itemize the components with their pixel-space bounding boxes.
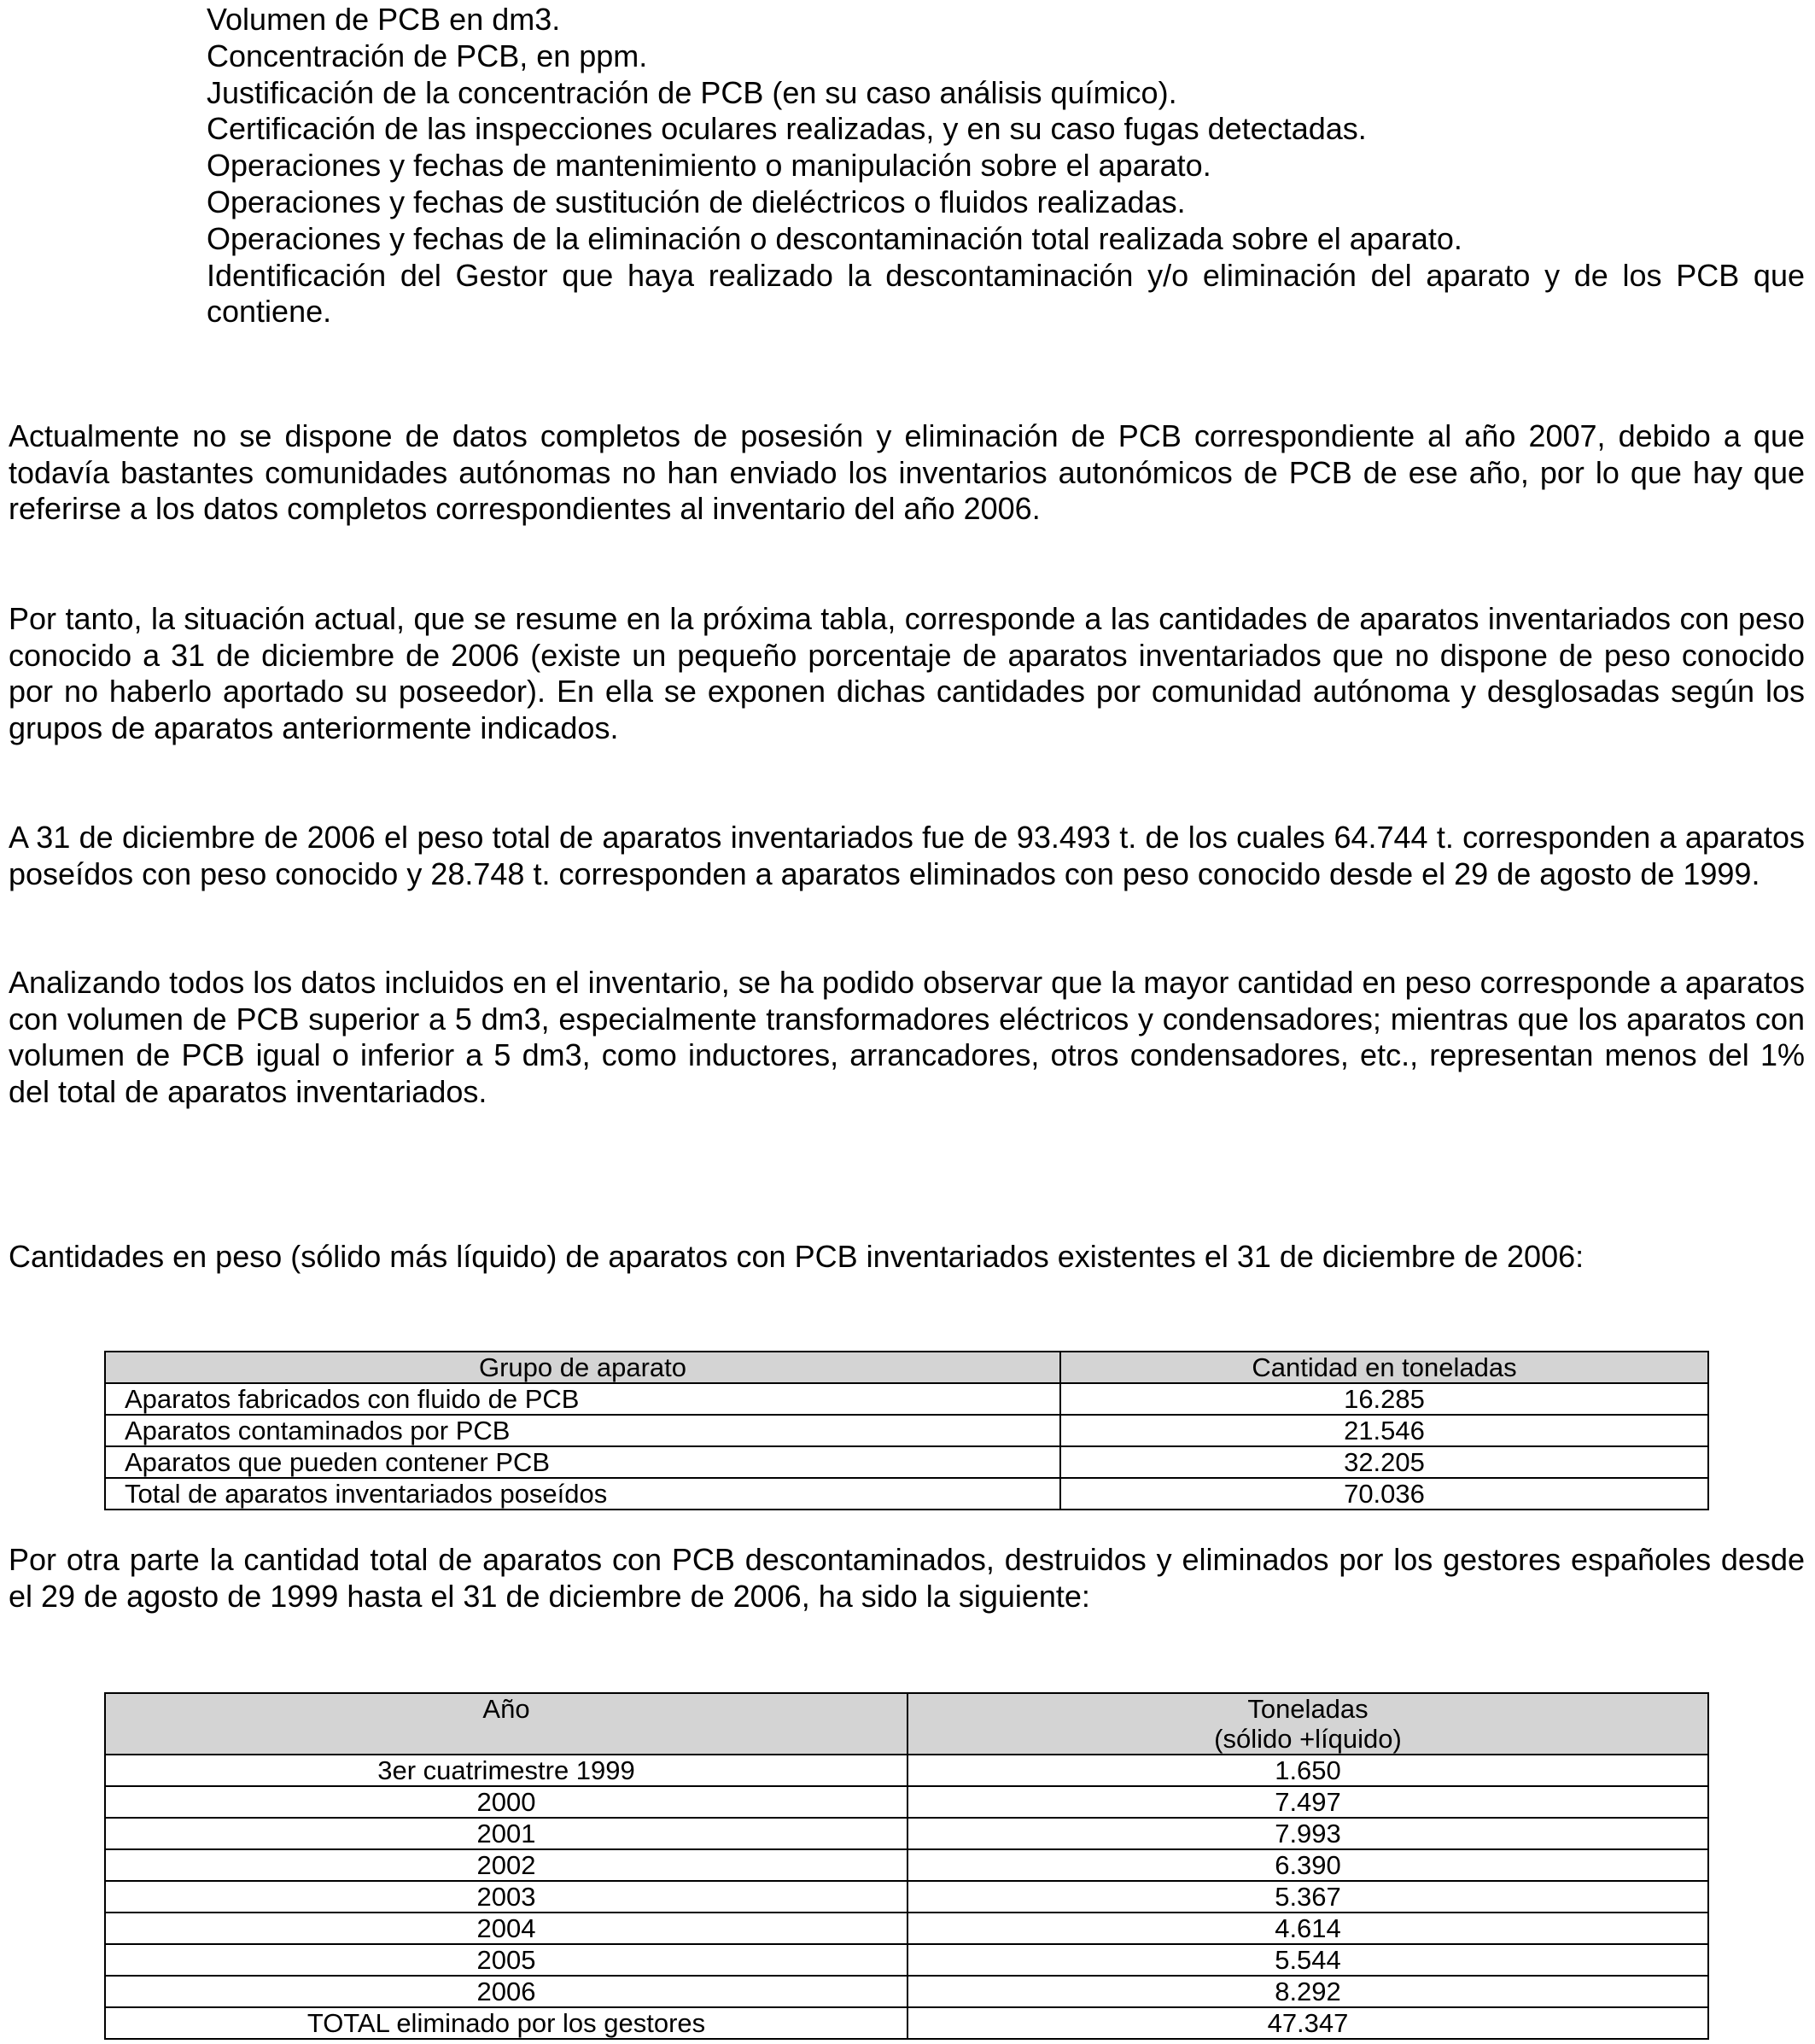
- table-cell: 2006: [105, 1976, 908, 2007]
- table-row: [105, 1976, 1708, 2007]
- table-cell: 2005: [105, 1944, 908, 1976]
- requirements-list: [207, 2, 1805, 330]
- table-cell: 5.544: [908, 1944, 1708, 1976]
- paragraph-analysis: Analizando todos los datos incluidos en el inventario, se ha podido observar que la mayor cantidad en peso corresponde a aparatos con volumen de PCB superior a 5 dm3, especialmente transformadores eléctricos y condensadores; mientras que los aparatos con volumen de PCB igual o inferior a 5 dm3, como inductores, arrancadores, otros condensadores, etc., representan menos del 1% del total de aparatos inventariados.: [9, 965, 1805, 1109]
- table-cell: 2003: [105, 1881, 908, 1913]
- table-row: [105, 1881, 1708, 1913]
- table-row: [105, 1913, 1708, 1944]
- list-item: Justificación de la concentración de PCB (en su caso análisis químico).: [207, 74, 1177, 110]
- column-header-line: (sólido +líquido): [1214, 1724, 1402, 1754]
- table-row: [105, 1415, 1708, 1446]
- table-row: [105, 1446, 1708, 1478]
- table-cell: 47.347: [908, 2007, 1708, 2039]
- paragraph-current-situation: Por tanto, la situación actual, que se resume en la próxima tabla, corresponde a las cantidades de aparatos inventariados con peso conocido a 31 de diciembre de 2006 (existe un pequeño porcentaje de aparatos inventariados que no dispone de peso conocido por no haberlo aportado su poseedor). En ella se exponen dichas cantidades por comunidad autónoma y desglosadas según los grupos de aparatos anteriormente indicados.: [9, 601, 1805, 745]
- table-cell: Aparatos fabricados con fluido de PCB: [105, 1383, 1060, 1415]
- table-cell: 5.367: [908, 1881, 1708, 1913]
- list-item: Certificación de las inspecciones oculares realizadas, y en su caso fugas detectadas.: [207, 111, 1367, 147]
- table-cell: 7.497: [908, 1786, 1708, 1818]
- table-cell: 1.650: [908, 1755, 1708, 1786]
- table-cell: 3er cuatrimestre 1999: [105, 1755, 908, 1786]
- table-cell: TOTAL eliminado por los gestores: [105, 2007, 908, 2039]
- column-header: Año: [105, 1693, 908, 1755]
- table-header-row: [105, 1352, 1708, 1383]
- paragraph-table1-caption: Cantidades en peso (sólido más líquido) de aparatos con PCB inventariados existentes el 31 de diciembre de 2006:: [9, 1239, 1584, 1274]
- table-row: [105, 2007, 1708, 2039]
- table-row: [105, 1755, 1708, 1786]
- table-row: [105, 1849, 1708, 1881]
- table-cell: 32.205: [1060, 1446, 1708, 1478]
- paragraph-data-availability: Actualmente no se dispone de datos completos de posesión y eliminación de PCB correspondiente al año 2007, debido a que todavía bastantes comunidades autónomas no han enviado los inventarios autonómicos de PCB de ese año, por lo que hay que referirse a los datos completos correspondientes al inventario del año 2006.: [9, 418, 1805, 526]
- paragraph-total-weight: A 31 de diciembre de 2006 el peso total de aparatos inventariados fue de 93.493 t. de los cuales 64.744 t. corresponden a aparatos poseídos con peso conocido y 28.748 t. corresponden a aparatos eliminados con peso conocido desde el 29 de agosto de 1999.: [9, 820, 1805, 891]
- column-header: [908, 1693, 1708, 1755]
- list-item: Operaciones y fechas de sustitución de dieléctricos o fluidos realizadas.: [207, 184, 1186, 219]
- list-item: Identificación del Gestor que haya realizado la descontaminación y/o eliminación del aparato y de los PCB que contiene.: [207, 257, 1805, 330]
- column-header: Cantidad en toneladas: [1060, 1352, 1708, 1383]
- table-row: [105, 1944, 1708, 1976]
- table-cell: 2002: [105, 1849, 908, 1881]
- table-row: [105, 1818, 1708, 1849]
- table-cell: Aparatos que pueden contener PCB: [105, 1446, 1060, 1478]
- column-header-line: Toneladas: [1247, 1694, 1369, 1724]
- table-cell: 7.993: [908, 1818, 1708, 1849]
- table-cell: 4.614: [908, 1913, 1708, 1944]
- paragraph-table2-caption: Por otra parte la cantidad total de aparatos con PCB descontaminados, destruidos y eliminados por los gestores españoles desde el 29 de agosto de 1999 hasta el 31 de diciembre de 2006, ha sido la siguiente:: [9, 1542, 1805, 1614]
- table-row: [105, 1383, 1708, 1415]
- table-cell: Aparatos contaminados por PCB: [105, 1415, 1060, 1446]
- table-cell: 6.390: [908, 1849, 1708, 1881]
- list-item: Volumen de PCB en dm3.: [207, 2, 561, 37]
- table-header-row: [105, 1693, 1708, 1755]
- list-item: Concentración de PCB, en ppm.: [207, 38, 648, 73]
- column-header: Grupo de aparato: [105, 1352, 1060, 1383]
- table-cell: 8.292: [908, 1976, 1708, 2007]
- table-cell: 2001: [105, 1818, 908, 1849]
- table-cell: 2000: [105, 1786, 908, 1818]
- table-cell: 21.546: [1060, 1415, 1708, 1446]
- table-row: [105, 1478, 1708, 1510]
- table-cell: 70.036: [1060, 1478, 1708, 1510]
- table-cell: 16.285: [1060, 1383, 1708, 1415]
- table-eliminated-by-year: [104, 1692, 1709, 2040]
- list-item: Operaciones y fechas de mantenimiento o manipulación sobre el aparato.: [207, 148, 1211, 184]
- table-cell: Total de aparatos inventariados poseídos: [105, 1478, 1060, 1510]
- table-cell: 2004: [105, 1913, 908, 1944]
- list-item: Operaciones y fechas de la eliminación o descontaminación total realizada sobre el aparato.: [207, 220, 1462, 256]
- table-inventoried-weight: [104, 1351, 1709, 1510]
- table-row: [105, 1786, 1708, 1818]
